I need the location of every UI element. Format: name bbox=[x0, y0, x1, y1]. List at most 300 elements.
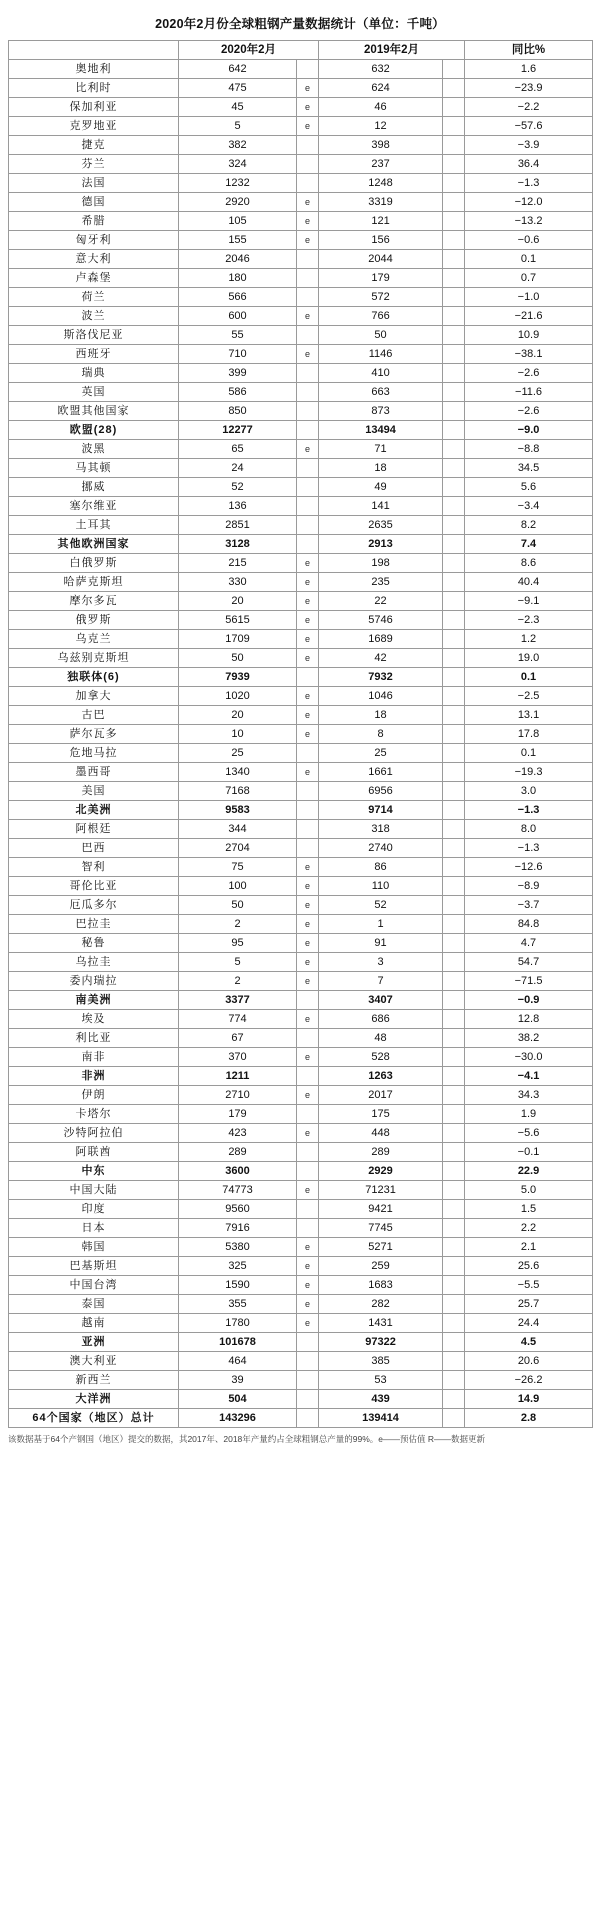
cell-feb-2019-value: 237 bbox=[319, 155, 443, 174]
cell-feb-2019-estimate-flag bbox=[443, 934, 465, 953]
cell-feb-2020-estimate-flag bbox=[297, 1371, 319, 1390]
cell-feb-2020-value: 504 bbox=[179, 1390, 297, 1409]
cell-feb-2020-estimate-flag bbox=[297, 1105, 319, 1124]
cell-yoy-percent: 4.5 bbox=[465, 1333, 593, 1352]
cell-feb-2019-value: 766 bbox=[319, 307, 443, 326]
cell-feb-2019-value: 385 bbox=[319, 1352, 443, 1371]
cell-feb-2020-estimate-flag bbox=[297, 820, 319, 839]
cell-feb-2020-value: 464 bbox=[179, 1352, 297, 1371]
table-row bbox=[9, 915, 593, 934]
cell-feb-2019-value: 13494 bbox=[319, 421, 443, 440]
cell-feb-2020-estimate-flag bbox=[297, 364, 319, 383]
cell-country: 伊朗 bbox=[9, 1086, 179, 1105]
table-row bbox=[9, 896, 593, 915]
cell-country: 危地马拉 bbox=[9, 744, 179, 763]
cell-feb-2019-estimate-flag bbox=[443, 1257, 465, 1276]
cell-country: 法国 bbox=[9, 174, 179, 193]
cell-feb-2019-value: 156 bbox=[319, 231, 443, 250]
cell-feb-2020-value: 1340 bbox=[179, 763, 297, 782]
cell-country: 卢森堡 bbox=[9, 269, 179, 288]
cell-yoy-percent: 25.6 bbox=[465, 1257, 593, 1276]
cell-feb-2019-value: 289 bbox=[319, 1143, 443, 1162]
table-row bbox=[9, 592, 593, 611]
cell-feb-2020-estimate-flag: e bbox=[297, 117, 319, 136]
cell-feb-2020-estimate-flag bbox=[297, 1143, 319, 1162]
cell-yoy-percent: 25.7 bbox=[465, 1295, 593, 1314]
cell-feb-2019-estimate-flag bbox=[443, 497, 465, 516]
cell-country: 秘鲁 bbox=[9, 934, 179, 953]
cell-feb-2020-value: 45 bbox=[179, 98, 297, 117]
cell-yoy-percent: −0.1 bbox=[465, 1143, 593, 1162]
cell-feb-2019-value: 235 bbox=[319, 573, 443, 592]
cell-yoy-percent: −9.0 bbox=[465, 421, 593, 440]
table-row bbox=[9, 1257, 593, 1276]
table-row bbox=[9, 1181, 593, 1200]
cell-feb-2020-value: 2710 bbox=[179, 1086, 297, 1105]
cell-country: 波兰 bbox=[9, 307, 179, 326]
cell-feb-2020-estimate-flag: e bbox=[297, 1124, 319, 1143]
cell-feb-2020-value: 50 bbox=[179, 649, 297, 668]
cell-feb-2019-value: 18 bbox=[319, 706, 443, 725]
cell-yoy-percent: −4.1 bbox=[465, 1067, 593, 1086]
cell-feb-2019-estimate-flag bbox=[443, 174, 465, 193]
cell-feb-2019-estimate-flag bbox=[443, 440, 465, 459]
cell-country: 保加利亚 bbox=[9, 98, 179, 117]
table-row bbox=[9, 402, 593, 421]
cell-feb-2019-estimate-flag bbox=[443, 383, 465, 402]
cell-feb-2019-estimate-flag bbox=[443, 839, 465, 858]
cell-feb-2019-value: 2913 bbox=[319, 535, 443, 554]
cell-feb-2020-estimate-flag: e bbox=[297, 1048, 319, 1067]
cell-feb-2020-value: 1020 bbox=[179, 687, 297, 706]
cell-feb-2020-value: 20 bbox=[179, 592, 297, 611]
cell-country: 北美洲 bbox=[9, 801, 179, 820]
cell-feb-2020-estimate-flag: e bbox=[297, 858, 319, 877]
cell-country: 克罗地亚 bbox=[9, 117, 179, 136]
cell-yoy-percent: −9.1 bbox=[465, 592, 593, 611]
cell-feb-2019-estimate-flag bbox=[443, 1029, 465, 1048]
table-row bbox=[9, 1390, 593, 1409]
cell-feb-2020-estimate-flag: e bbox=[297, 98, 319, 117]
cell-country: 马其顿 bbox=[9, 459, 179, 478]
cell-feb-2020-value: 1590 bbox=[179, 1276, 297, 1295]
table-row bbox=[9, 459, 593, 478]
cell-feb-2019-estimate-flag bbox=[443, 573, 465, 592]
cell-yoy-percent: 10.9 bbox=[465, 326, 593, 345]
cell-country: 匈牙利 bbox=[9, 231, 179, 250]
table-body bbox=[9, 60, 593, 1428]
cell-feb-2019-value: 50 bbox=[319, 326, 443, 345]
table-row bbox=[9, 611, 593, 630]
cell-feb-2019-value: 110 bbox=[319, 877, 443, 896]
table-row bbox=[9, 193, 593, 212]
cell-feb-2020-estimate-flag: e bbox=[297, 649, 319, 668]
cell-feb-2020-value: 355 bbox=[179, 1295, 297, 1314]
cell-feb-2020-value: 20 bbox=[179, 706, 297, 725]
table-header bbox=[9, 41, 593, 60]
cell-yoy-percent: 0.1 bbox=[465, 744, 593, 763]
cell-feb-2019-value: 448 bbox=[319, 1124, 443, 1143]
cell-country: 卡塔尔 bbox=[9, 1105, 179, 1124]
cell-feb-2019-value: 52 bbox=[319, 896, 443, 915]
cell-feb-2019-value: 179 bbox=[319, 269, 443, 288]
cell-country: 巴西 bbox=[9, 839, 179, 858]
cell-country: 越南 bbox=[9, 1314, 179, 1333]
cell-yoy-percent: −21.6 bbox=[465, 307, 593, 326]
cell-feb-2019-value: 18 bbox=[319, 459, 443, 478]
cell-feb-2020-value: 370 bbox=[179, 1048, 297, 1067]
cell-yoy-percent: −1.3 bbox=[465, 801, 593, 820]
cell-yoy-percent: 34.5 bbox=[465, 459, 593, 478]
cell-feb-2019-estimate-flag bbox=[443, 1314, 465, 1333]
cell-feb-2019-value: 71 bbox=[319, 440, 443, 459]
cell-feb-2019-value: 1431 bbox=[319, 1314, 443, 1333]
cell-country: 哈萨克斯坦 bbox=[9, 573, 179, 592]
cell-feb-2020-estimate-flag: e bbox=[297, 687, 319, 706]
cell-feb-2019-value: 42 bbox=[319, 649, 443, 668]
cell-yoy-percent: 7.4 bbox=[465, 535, 593, 554]
cell-country: 智利 bbox=[9, 858, 179, 877]
cell-yoy-percent: 1.2 bbox=[465, 630, 593, 649]
cell-feb-2020-estimate-flag: e bbox=[297, 896, 319, 915]
cell-feb-2019-estimate-flag bbox=[443, 1143, 465, 1162]
cell-feb-2019-estimate-flag bbox=[443, 307, 465, 326]
cell-feb-2019-value: 12 bbox=[319, 117, 443, 136]
cell-feb-2020-value: 344 bbox=[179, 820, 297, 839]
cell-feb-2020-value: 566 bbox=[179, 288, 297, 307]
cell-feb-2020-value: 180 bbox=[179, 269, 297, 288]
cell-yoy-percent: 1.5 bbox=[465, 1200, 593, 1219]
cell-yoy-percent: −3.9 bbox=[465, 136, 593, 155]
cell-feb-2019-value: 1248 bbox=[319, 174, 443, 193]
cell-yoy-percent: −2.5 bbox=[465, 687, 593, 706]
cell-feb-2019-estimate-flag bbox=[443, 136, 465, 155]
cell-feb-2019-estimate-flag bbox=[443, 345, 465, 364]
cell-yoy-percent: −12.6 bbox=[465, 858, 593, 877]
cell-yoy-percent: −5.6 bbox=[465, 1124, 593, 1143]
table-row bbox=[9, 307, 593, 326]
cell-country: 中国大陆 bbox=[9, 1181, 179, 1200]
table-row bbox=[9, 649, 593, 668]
cell-yoy-percent: −8.9 bbox=[465, 877, 593, 896]
cell-yoy-percent: −3.7 bbox=[465, 896, 593, 915]
cell-feb-2020-value: 105 bbox=[179, 212, 297, 231]
cell-country: 沙特阿拉伯 bbox=[9, 1124, 179, 1143]
cell-feb-2019-estimate-flag bbox=[443, 554, 465, 573]
cell-yoy-percent: −2.6 bbox=[465, 402, 593, 421]
cell-country: 哥伦比亚 bbox=[9, 877, 179, 896]
table-row bbox=[9, 1124, 593, 1143]
cell-yoy-percent: −0.6 bbox=[465, 231, 593, 250]
table-row bbox=[9, 972, 593, 991]
cell-country: 德国 bbox=[9, 193, 179, 212]
table-row bbox=[9, 1105, 593, 1124]
cell-feb-2020-estimate-flag bbox=[297, 1200, 319, 1219]
cell-feb-2020-estimate-flag: e bbox=[297, 763, 319, 782]
cell-country: 荷兰 bbox=[9, 288, 179, 307]
cell-country: 巴基斯坦 bbox=[9, 1257, 179, 1276]
table-header-row bbox=[9, 41, 593, 60]
table-row bbox=[9, 1352, 593, 1371]
cell-country: 64个国家（地区）总计 bbox=[9, 1409, 179, 1428]
cell-feb-2019-estimate-flag bbox=[443, 1390, 465, 1409]
cell-country: 中国台湾 bbox=[9, 1276, 179, 1295]
cell-feb-2020-estimate-flag bbox=[297, 60, 319, 79]
cell-feb-2019-value: 1661 bbox=[319, 763, 443, 782]
cell-feb-2020-estimate-flag: e bbox=[297, 1314, 319, 1333]
cell-feb-2019-value: 1046 bbox=[319, 687, 443, 706]
cell-feb-2019-estimate-flag bbox=[443, 1067, 465, 1086]
cell-feb-2020-value: 5 bbox=[179, 117, 297, 136]
cell-feb-2020-estimate-flag: e bbox=[297, 1238, 319, 1257]
cell-yoy-percent: 0.1 bbox=[465, 250, 593, 269]
cell-feb-2020-value: 7168 bbox=[179, 782, 297, 801]
cell-feb-2019-value: 1146 bbox=[319, 345, 443, 364]
cell-country: 乌克兰 bbox=[9, 630, 179, 649]
cell-feb-2019-value: 1683 bbox=[319, 1276, 443, 1295]
cell-feb-2020-value: 10 bbox=[179, 725, 297, 744]
cell-feb-2020-value: 155 bbox=[179, 231, 297, 250]
cell-feb-2019-estimate-flag bbox=[443, 288, 465, 307]
cell-feb-2020-value: 75 bbox=[179, 858, 297, 877]
cell-feb-2020-estimate-flag: e bbox=[297, 554, 319, 573]
cell-country: 中东 bbox=[9, 1162, 179, 1181]
cell-feb-2020-value: 24 bbox=[179, 459, 297, 478]
cell-feb-2019-estimate-flag bbox=[443, 1181, 465, 1200]
cell-feb-2019-estimate-flag bbox=[443, 459, 465, 478]
cell-country: 塞尔维亚 bbox=[9, 497, 179, 516]
cell-feb-2020-value: 5615 bbox=[179, 611, 297, 630]
cell-feb-2020-value: 74773 bbox=[179, 1181, 297, 1200]
cell-feb-2020-value: 39 bbox=[179, 1371, 297, 1390]
cell-feb-2020-estimate-flag: e bbox=[297, 212, 319, 231]
cell-feb-2019-estimate-flag bbox=[443, 516, 465, 535]
cell-feb-2019-estimate-flag bbox=[443, 1333, 465, 1352]
cell-feb-2019-estimate-flag bbox=[443, 1371, 465, 1390]
cell-feb-2020-value: 9560 bbox=[179, 1200, 297, 1219]
cell-feb-2019-value: 632 bbox=[319, 60, 443, 79]
page-title: 2020年2月份全球粗钢产量数据统计（单位：千吨） bbox=[155, 17, 445, 31]
cell-feb-2019-value: 439 bbox=[319, 1390, 443, 1409]
cell-feb-2020-estimate-flag bbox=[297, 326, 319, 345]
cell-feb-2019-estimate-flag bbox=[443, 478, 465, 497]
cell-country: 南美洲 bbox=[9, 991, 179, 1010]
cell-feb-2019-estimate-flag bbox=[443, 1010, 465, 1029]
table-row bbox=[9, 1409, 593, 1428]
cell-yoy-percent: 2.2 bbox=[465, 1219, 593, 1238]
cell-feb-2019-value: 624 bbox=[319, 79, 443, 98]
table-row bbox=[9, 212, 593, 231]
table-row bbox=[9, 554, 593, 573]
table-row bbox=[9, 1314, 593, 1333]
cell-feb-2019-value: 121 bbox=[319, 212, 443, 231]
cell-feb-2020-value: 423 bbox=[179, 1124, 297, 1143]
column-header-feb-2019: 2019年2月 bbox=[319, 41, 465, 60]
cell-yoy-percent: −30.0 bbox=[465, 1048, 593, 1067]
cell-feb-2019-estimate-flag bbox=[443, 326, 465, 345]
cell-yoy-percent: 8.0 bbox=[465, 820, 593, 839]
cell-feb-2020-estimate-flag: e bbox=[297, 231, 319, 250]
cell-country: 瑞典 bbox=[9, 364, 179, 383]
cell-country: 利比亚 bbox=[9, 1029, 179, 1048]
cell-feb-2019-estimate-flag bbox=[443, 801, 465, 820]
cell-yoy-percent: −1.0 bbox=[465, 288, 593, 307]
cell-feb-2020-value: 2920 bbox=[179, 193, 297, 212]
table-row bbox=[9, 858, 593, 877]
cell-country: 捷克 bbox=[9, 136, 179, 155]
table-row bbox=[9, 1143, 593, 1162]
cell-feb-2020-value: 586 bbox=[179, 383, 297, 402]
cell-yoy-percent: −12.0 bbox=[465, 193, 593, 212]
cell-feb-2019-value: 2044 bbox=[319, 250, 443, 269]
table-row bbox=[9, 535, 593, 554]
table-row bbox=[9, 1067, 593, 1086]
cell-country: 乌拉圭 bbox=[9, 953, 179, 972]
cell-country: 厄瓜多尔 bbox=[9, 896, 179, 915]
cell-feb-2019-value: 141 bbox=[319, 497, 443, 516]
cell-feb-2019-value: 7745 bbox=[319, 1219, 443, 1238]
cell-feb-2019-value: 97322 bbox=[319, 1333, 443, 1352]
cell-feb-2020-value: 65 bbox=[179, 440, 297, 459]
cell-yoy-percent: 4.7 bbox=[465, 934, 593, 953]
cell-yoy-percent: 34.3 bbox=[465, 1086, 593, 1105]
cell-feb-2020-value: 324 bbox=[179, 155, 297, 174]
cell-feb-2020-estimate-flag: e bbox=[297, 307, 319, 326]
cell-country: 其他欧洲国家 bbox=[9, 535, 179, 554]
cell-feb-2020-value: 3377 bbox=[179, 991, 297, 1010]
cell-feb-2020-estimate-flag bbox=[297, 155, 319, 174]
cell-country: 欧盟其他国家 bbox=[9, 402, 179, 421]
cell-feb-2020-value: 100 bbox=[179, 877, 297, 896]
cell-feb-2019-value: 25 bbox=[319, 744, 443, 763]
cell-feb-2020-estimate-flag bbox=[297, 1219, 319, 1238]
cell-feb-2019-value: 22 bbox=[319, 592, 443, 611]
cell-feb-2020-estimate-flag: e bbox=[297, 1010, 319, 1029]
table-row bbox=[9, 421, 593, 440]
cell-country: 斯洛伐尼亚 bbox=[9, 326, 179, 345]
cell-feb-2020-value: 475 bbox=[179, 79, 297, 98]
cell-yoy-percent: 1.6 bbox=[465, 60, 593, 79]
table-row bbox=[9, 231, 593, 250]
table-row bbox=[9, 364, 593, 383]
cell-yoy-percent: 19.0 bbox=[465, 649, 593, 668]
cell-feb-2019-estimate-flag bbox=[443, 1124, 465, 1143]
cell-yoy-percent: −2.2 bbox=[465, 98, 593, 117]
cell-feb-2019-value: 398 bbox=[319, 136, 443, 155]
cell-feb-2020-value: 2 bbox=[179, 972, 297, 991]
cell-country: 波黑 bbox=[9, 440, 179, 459]
cell-country: 挪威 bbox=[9, 478, 179, 497]
cell-feb-2019-value: 3 bbox=[319, 953, 443, 972]
cell-yoy-percent: −23.9 bbox=[465, 79, 593, 98]
cell-feb-2019-estimate-flag bbox=[443, 725, 465, 744]
cell-feb-2019-estimate-flag bbox=[443, 706, 465, 725]
cell-feb-2019-value: 686 bbox=[319, 1010, 443, 1029]
cell-yoy-percent: −0.9 bbox=[465, 991, 593, 1010]
cell-country: 澳大利亚 bbox=[9, 1352, 179, 1371]
cell-feb-2020-value: 52 bbox=[179, 478, 297, 497]
cell-feb-2019-value: 410 bbox=[319, 364, 443, 383]
cell-yoy-percent: 8.2 bbox=[465, 516, 593, 535]
cell-feb-2019-estimate-flag bbox=[443, 535, 465, 554]
cell-feb-2020-estimate-flag: e bbox=[297, 877, 319, 896]
cell-feb-2020-estimate-flag: e bbox=[297, 915, 319, 934]
cell-feb-2019-value: 2929 bbox=[319, 1162, 443, 1181]
cell-feb-2019-value: 2740 bbox=[319, 839, 443, 858]
cell-feb-2019-value: 71231 bbox=[319, 1181, 443, 1200]
cell-yoy-percent: −2.3 bbox=[465, 611, 593, 630]
cell-feb-2020-estimate-flag bbox=[297, 269, 319, 288]
cell-feb-2019-value: 318 bbox=[319, 820, 443, 839]
cell-feb-2020-estimate-flag: e bbox=[297, 1257, 319, 1276]
cell-yoy-percent: 20.6 bbox=[465, 1352, 593, 1371]
cell-feb-2020-estimate-flag bbox=[297, 1409, 319, 1428]
table-row bbox=[9, 877, 593, 896]
cell-feb-2020-value: 1780 bbox=[179, 1314, 297, 1333]
cell-yoy-percent: −38.1 bbox=[465, 345, 593, 364]
table-row bbox=[9, 269, 593, 288]
cell-feb-2020-estimate-flag bbox=[297, 288, 319, 307]
table-row bbox=[9, 516, 593, 535]
cell-yoy-percent: 0.1 bbox=[465, 668, 593, 687]
table-row bbox=[9, 630, 593, 649]
cell-feb-2019-estimate-flag bbox=[443, 763, 465, 782]
cell-yoy-percent: −5.5 bbox=[465, 1276, 593, 1295]
cell-country: 美国 bbox=[9, 782, 179, 801]
table-row bbox=[9, 1200, 593, 1219]
cell-country: 阿根廷 bbox=[9, 820, 179, 839]
cell-feb-2020-value: 1211 bbox=[179, 1067, 297, 1086]
cell-feb-2019-value: 198 bbox=[319, 554, 443, 573]
table-row bbox=[9, 98, 593, 117]
table-row bbox=[9, 934, 593, 953]
cell-yoy-percent: −3.4 bbox=[465, 497, 593, 516]
cell-feb-2020-estimate-flag: e bbox=[297, 725, 319, 744]
cell-feb-2019-estimate-flag bbox=[443, 687, 465, 706]
cell-feb-2019-estimate-flag bbox=[443, 744, 465, 763]
cell-feb-2019-estimate-flag bbox=[443, 1219, 465, 1238]
table-row bbox=[9, 497, 593, 516]
cell-feb-2020-estimate-flag: e bbox=[297, 953, 319, 972]
cell-feb-2019-estimate-flag bbox=[443, 630, 465, 649]
cell-feb-2020-estimate-flag: e bbox=[297, 611, 319, 630]
cell-feb-2020-value: 1232 bbox=[179, 174, 297, 193]
cell-feb-2020-estimate-flag bbox=[297, 782, 319, 801]
cell-feb-2020-estimate-flag bbox=[297, 1352, 319, 1371]
cell-feb-2019-estimate-flag bbox=[443, 858, 465, 877]
cell-feb-2020-estimate-flag: e bbox=[297, 592, 319, 611]
cell-feb-2019-estimate-flag bbox=[443, 1276, 465, 1295]
table-row bbox=[9, 1295, 593, 1314]
table-row bbox=[9, 174, 593, 193]
table-row bbox=[9, 725, 593, 744]
cell-country: 委内瑞拉 bbox=[9, 972, 179, 991]
cell-feb-2019-value: 3319 bbox=[319, 193, 443, 212]
cell-feb-2019-value: 91 bbox=[319, 934, 443, 953]
cell-yoy-percent: 5.6 bbox=[465, 478, 593, 497]
cell-feb-2020-value: 850 bbox=[179, 402, 297, 421]
cell-feb-2019-estimate-flag bbox=[443, 1295, 465, 1314]
cell-country: 韩国 bbox=[9, 1238, 179, 1257]
cell-country: 印度 bbox=[9, 1200, 179, 1219]
cell-feb-2020-estimate-flag: e bbox=[297, 934, 319, 953]
cell-country: 新西兰 bbox=[9, 1371, 179, 1390]
cell-feb-2020-value: 710 bbox=[179, 345, 297, 364]
table-row bbox=[9, 60, 593, 79]
table-row bbox=[9, 1238, 593, 1257]
cell-feb-2019-estimate-flag bbox=[443, 1086, 465, 1105]
cell-feb-2020-value: 9583 bbox=[179, 801, 297, 820]
